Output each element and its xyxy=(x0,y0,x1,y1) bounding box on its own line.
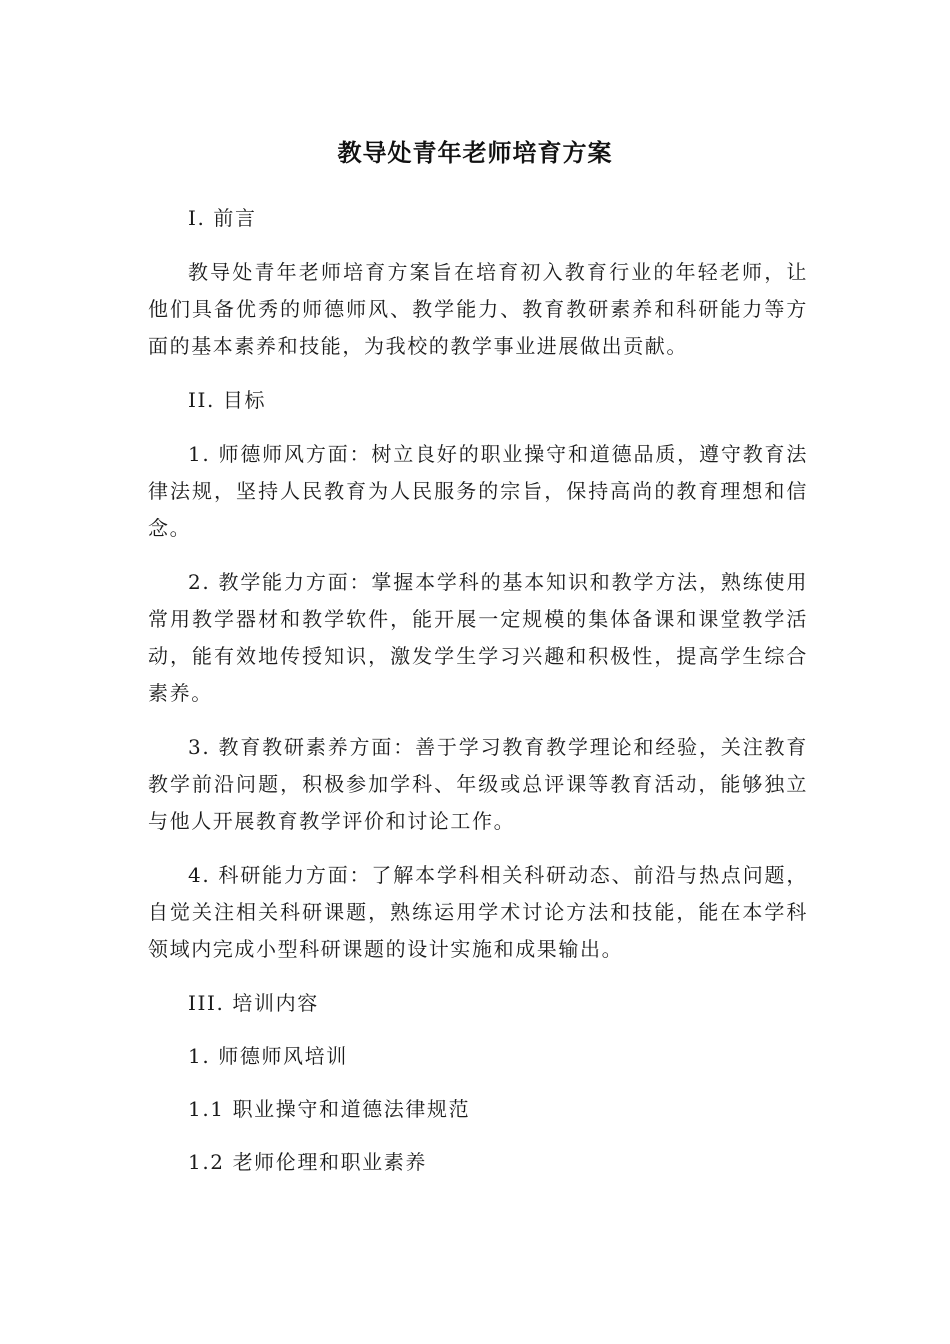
goal-item-teaching: 2. 教学能力方面：掌握本学科的基本知识和教学方法，熟练使用常用教学器材和教学软件，能开展一定规模的集体备课和课堂教学活动，能有效地传授知识，激发学生学习兴趣和积极性，提高学生综合素养。 xyxy=(148,570,808,705)
goal-item-education-research: 3. 教育教研素养方面：善于学习教育教学理论和经验，关注教育教学前沿问题，积极参加学科、年级或总评课等教育活动，能够独立与他人开展教育教学评价和讨论工作。 xyxy=(148,735,808,833)
training-subitem-teacher-ethics: 1.2 老师伦理和职业素养 xyxy=(188,1150,427,1174)
section-heading-training: III. 培训内容 xyxy=(188,991,319,1015)
preface-paragraph: 教导处青年老师培育方案旨在培育初入教育行业的年轻老师，让他们具备优秀的师德师风、教学能力、教育教研素养和科研能力等方面的基本素养和技能，为我校的教学事业进展做出贡献。 xyxy=(148,260,808,358)
document-body xyxy=(148,200,808,1181)
goal-item-scientific-research: 4. 科研能力方面：了解本学科相关科研动态、前沿与热点问题，自觉关注相关科研课题，熟练运用学术讨论方法和技能，能在本学科领域内完成小型科研课题的设计实施和成果输出。 xyxy=(148,863,808,961)
document-title: 教导处青年老师培育方案 xyxy=(337,139,613,167)
section-heading-preface: I. 前言 xyxy=(188,206,257,230)
section-heading-goals: II. 目标 xyxy=(188,388,267,412)
training-subitem-professional-norms: 1.1 职业操守和道德法律规范 xyxy=(188,1097,471,1121)
goal-item-ethics: 1. 师德师风方面：树立良好的职业操守和道德品质，遵守教育法律法规，坚持人民教育为人民服务的宗旨，保持高尚的教育理想和信念。 xyxy=(148,442,808,540)
training-item-ethics: 1. 师德师风培训 xyxy=(188,1044,348,1068)
